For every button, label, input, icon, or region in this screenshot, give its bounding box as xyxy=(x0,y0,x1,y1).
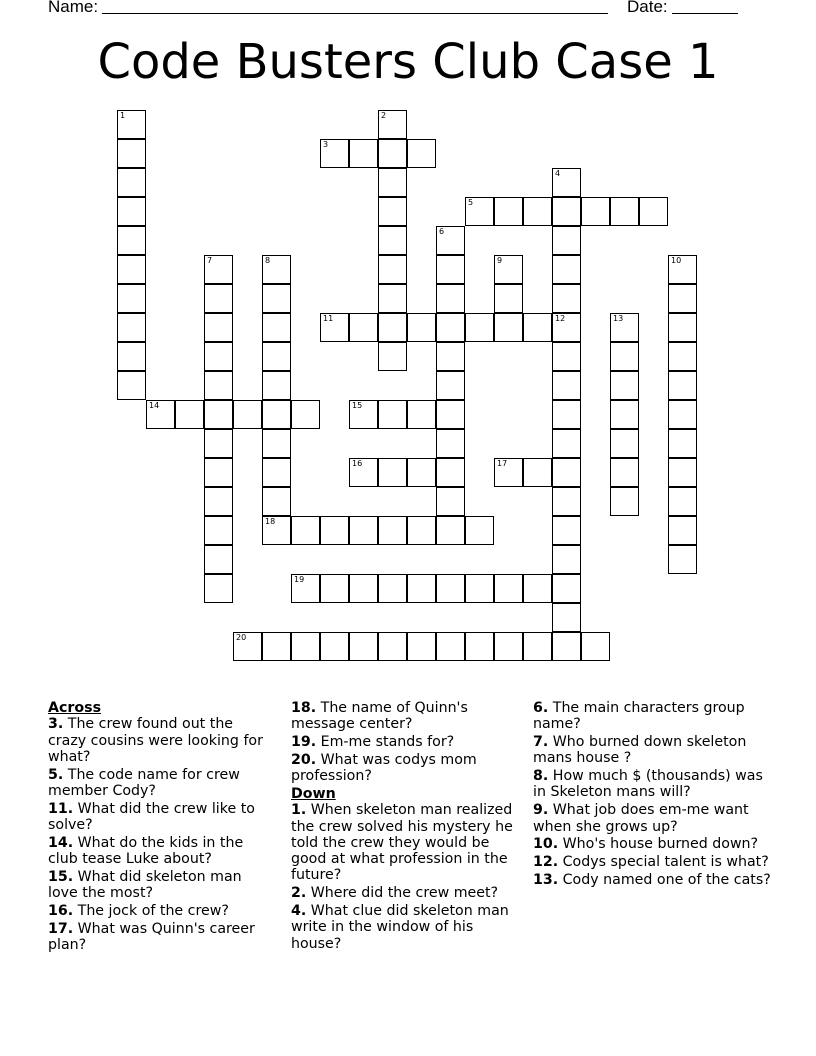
clue-number: 19 xyxy=(294,575,305,584)
clues-column-2 xyxy=(291,700,521,953)
clue-number: 16 xyxy=(352,459,363,468)
grid-cell[interactable] xyxy=(552,487,581,516)
clue-item-text: The code name for crew member Cody? xyxy=(48,766,240,799)
grid-cell[interactable] xyxy=(320,139,349,168)
clue-item-number: 9. xyxy=(533,802,549,819)
clue-item-number: 15. xyxy=(48,868,74,885)
clue-item-text: What was codys mom profession? xyxy=(291,751,477,785)
clue-item xyxy=(291,903,521,952)
clue-item-text: The name of Quinn's message center? xyxy=(291,700,468,733)
grid-cell[interactable] xyxy=(378,574,407,603)
grid-cell[interactable] xyxy=(407,458,436,487)
clue-item-number: 6. xyxy=(533,700,549,716)
clue-item-number: 2. xyxy=(291,885,307,902)
clue-item-number: 13. xyxy=(533,871,559,888)
clue-item-number: 20. xyxy=(291,751,317,768)
grid-cell[interactable] xyxy=(668,458,697,487)
grid-cell[interactable] xyxy=(552,226,581,255)
down-heading: Down xyxy=(291,785,336,802)
clue-item-text: What did skeleton man love the most? xyxy=(48,868,242,902)
clue-item-number: 3. xyxy=(48,716,64,733)
grid-cell[interactable] xyxy=(204,400,233,429)
clues-column-3 xyxy=(533,700,773,890)
clue-item xyxy=(48,869,273,902)
clue-number: 18 xyxy=(265,517,276,526)
clue-number: 5 xyxy=(468,198,474,207)
grid-cell[interactable] xyxy=(262,429,291,458)
grid-cell[interactable] xyxy=(581,197,610,226)
grid-cell[interactable] xyxy=(378,516,407,545)
grid-cell[interactable] xyxy=(668,313,697,342)
clue-item xyxy=(291,752,521,785)
clue-number: 8 xyxy=(265,256,271,265)
grid-cell[interactable] xyxy=(204,255,233,284)
clue-item-text: What job does em-me want when she grows up? xyxy=(533,802,749,835)
clue-item-text: What clue did skeleton man write in the window of his house? xyxy=(291,903,509,952)
grid-cell[interactable] xyxy=(262,400,291,429)
grid-cell[interactable] xyxy=(262,487,291,516)
grid-cell[interactable] xyxy=(494,458,523,487)
clue-number: 12 xyxy=(555,314,566,323)
grid-cell[interactable] xyxy=(291,574,320,603)
grid-cell[interactable] xyxy=(349,516,378,545)
grid-cell[interactable] xyxy=(320,574,349,603)
grid-cell[interactable] xyxy=(349,400,378,429)
grid-cell[interactable] xyxy=(436,255,465,284)
grid-cell[interactable] xyxy=(523,632,552,661)
grid-cell[interactable] xyxy=(668,400,697,429)
grid-cell[interactable] xyxy=(407,574,436,603)
clue-item-text: What do the kids in the club tease Luke about? xyxy=(48,834,244,868)
grid-cell[interactable] xyxy=(436,516,465,545)
clue-item xyxy=(48,767,273,800)
clue-item-text: When skeleton man realized the crew solved his mystery he told the crew they would be good at what profession in the future? xyxy=(291,802,513,884)
clue-item-text: What was Quinn's career plan? xyxy=(48,920,255,954)
grid-cell[interactable] xyxy=(494,284,523,313)
grid-cell[interactable] xyxy=(494,632,523,661)
clues-column-1 xyxy=(48,700,273,955)
clue-item-number: 14. xyxy=(48,834,74,851)
grid-cell[interactable] xyxy=(378,342,407,371)
grid-cell[interactable] xyxy=(291,632,320,661)
clue-item-text: Cody named one of the cats? xyxy=(558,871,771,888)
grid-cell[interactable] xyxy=(436,574,465,603)
clue-item-text: What did the crew like to solve? xyxy=(48,800,255,834)
clue-number: 15 xyxy=(352,401,363,410)
clue-item xyxy=(48,835,273,868)
grid-cell[interactable] xyxy=(610,487,639,516)
clue-item-number: 16. xyxy=(48,903,74,920)
grid-cell[interactable] xyxy=(668,516,697,545)
grid-cell[interactable] xyxy=(117,313,146,342)
clue-item-text: Where did the crew meet? xyxy=(306,885,499,902)
grid-cell[interactable] xyxy=(378,400,407,429)
grid-cell[interactable] xyxy=(581,632,610,661)
grid-cell[interactable] xyxy=(117,371,146,400)
grid-cell[interactable] xyxy=(552,284,581,313)
grid-cell[interactable] xyxy=(465,574,494,603)
grid-cell[interactable] xyxy=(262,342,291,371)
grid-cell[interactable] xyxy=(262,313,291,342)
grid-cell[interactable] xyxy=(552,255,581,284)
grid-cell[interactable] xyxy=(146,400,175,429)
grid-cell[interactable] xyxy=(552,458,581,487)
grid-cell[interactable] xyxy=(378,168,407,197)
clue-item xyxy=(291,734,521,750)
grid-cell[interactable] xyxy=(436,632,465,661)
clue-number: 3 xyxy=(323,140,329,149)
clue-item-number: 10. xyxy=(533,836,559,853)
grid-cell[interactable] xyxy=(378,110,407,139)
grid-cell[interactable] xyxy=(668,255,697,284)
clue-item-number: 8. xyxy=(533,768,549,785)
grid-cell[interactable] xyxy=(668,429,697,458)
grid-cell[interactable] xyxy=(378,458,407,487)
clue-number: 7 xyxy=(207,256,213,265)
clue-item-number: 12. xyxy=(533,854,559,871)
clue-item-number: 19. xyxy=(291,734,317,751)
clue-item-number: 11. xyxy=(48,800,74,817)
clue-item-number: 4. xyxy=(291,903,307,920)
grid-cell[interactable] xyxy=(436,458,465,487)
grid-cell[interactable] xyxy=(262,458,291,487)
grid-cell[interactable] xyxy=(320,632,349,661)
grid-cell[interactable] xyxy=(204,342,233,371)
grid-cell[interactable] xyxy=(117,226,146,255)
grid-cell[interactable] xyxy=(436,429,465,458)
grid-cell[interactable] xyxy=(465,632,494,661)
grid-cell[interactable] xyxy=(436,226,465,255)
grid-cell[interactable] xyxy=(407,400,436,429)
grid-cell[interactable] xyxy=(436,284,465,313)
clue-number: 20 xyxy=(236,633,247,642)
grid-cell[interactable] xyxy=(436,487,465,516)
clue-item-number: 7. xyxy=(533,734,549,751)
grid-cell[interactable] xyxy=(204,458,233,487)
grid-cell[interactable] xyxy=(610,371,639,400)
grid-cell[interactable] xyxy=(204,487,233,516)
down-clue-list-continued xyxy=(533,700,773,888)
grid-cell[interactable] xyxy=(494,574,523,603)
clue-item-number: 5. xyxy=(48,766,64,783)
clue-item xyxy=(533,836,773,852)
grid-cell[interactable] xyxy=(436,342,465,371)
grid-cell[interactable] xyxy=(204,371,233,400)
grid-cell[interactable] xyxy=(610,458,639,487)
grid-cell[interactable] xyxy=(378,139,407,168)
clue-number: 14 xyxy=(149,401,160,410)
clue-number: 9 xyxy=(497,256,503,265)
grid-cell[interactable] xyxy=(610,400,639,429)
clue-item-text: Em-me stands for? xyxy=(316,734,455,751)
grid-cell[interactable] xyxy=(349,632,378,661)
grid-cell[interactable] xyxy=(378,226,407,255)
grid-cell[interactable] xyxy=(233,400,262,429)
grid-cell[interactable] xyxy=(117,255,146,284)
clue-number: 2 xyxy=(381,111,387,120)
grid-cell[interactable] xyxy=(378,284,407,313)
clue-number: 17 xyxy=(497,459,508,468)
grid-cell[interactable] xyxy=(378,197,407,226)
grid-cell[interactable] xyxy=(465,516,494,545)
grid-cell[interactable] xyxy=(204,429,233,458)
grid-cell[interactable] xyxy=(204,313,233,342)
grid-cell[interactable] xyxy=(523,574,552,603)
grid-cell[interactable] xyxy=(349,139,378,168)
grid-cell[interactable] xyxy=(552,545,581,574)
date-label: Date: xyxy=(627,0,668,16)
grid-cell[interactable] xyxy=(668,342,697,371)
clue-item-number: 1. xyxy=(291,802,307,819)
clue-item xyxy=(48,801,273,834)
grid-cell[interactable] xyxy=(233,632,262,661)
across-heading: Across xyxy=(48,700,102,716)
grid-cell[interactable] xyxy=(262,284,291,313)
grid-cell[interactable] xyxy=(204,574,233,603)
grid-cell[interactable] xyxy=(552,400,581,429)
grid-cell[interactable] xyxy=(262,255,291,284)
clue-number: 4 xyxy=(555,169,561,178)
grid-cell[interactable] xyxy=(175,400,204,429)
grid-cell[interactable] xyxy=(117,197,146,226)
page-title: Code Busters Club Case 1 xyxy=(97,34,719,90)
grid-cell[interactable] xyxy=(494,197,523,226)
grid-cell[interactable] xyxy=(407,632,436,661)
clue-item-text: Who's house burned down? xyxy=(558,836,759,853)
grid-cell[interactable] xyxy=(378,255,407,284)
grid-cell[interactable] xyxy=(378,632,407,661)
clue-item xyxy=(48,903,273,919)
grid-cell[interactable] xyxy=(436,400,465,429)
grid-cell[interactable] xyxy=(117,342,146,371)
grid-cell[interactable] xyxy=(552,371,581,400)
grid-cell[interactable] xyxy=(407,313,436,342)
clue-number: 6 xyxy=(439,227,445,236)
clue-item xyxy=(48,716,273,765)
clue-item-text: Who burned down skeleton mans house ? xyxy=(533,734,747,767)
grid-cell[interactable] xyxy=(523,458,552,487)
clue-item xyxy=(533,700,773,733)
grid-cell[interactable] xyxy=(668,545,697,574)
clue-item xyxy=(533,872,773,888)
grid-cell[interactable] xyxy=(610,313,639,342)
grid-cell[interactable] xyxy=(291,400,320,429)
grid-cell[interactable] xyxy=(117,284,146,313)
grid-cell[interactable] xyxy=(523,313,552,342)
grid-cell[interactable] xyxy=(204,284,233,313)
clue-item-number: 17. xyxy=(48,920,74,937)
grid-cell[interactable] xyxy=(552,429,581,458)
grid-cell[interactable] xyxy=(204,545,233,574)
clue-number: 13 xyxy=(613,314,624,323)
grid-cell[interactable] xyxy=(349,574,378,603)
across-clue-list-continued xyxy=(291,700,521,784)
grid-cell[interactable] xyxy=(610,197,639,226)
clue-item xyxy=(533,734,773,767)
clue-item-text: The main characters group name? xyxy=(533,700,745,733)
clue-item-text: The jock of the crew? xyxy=(73,903,229,920)
grid-cell[interactable] xyxy=(320,313,349,342)
grid-cell[interactable] xyxy=(407,139,436,168)
clue-item-text: How much $ (thousands) was in Skeleton mans will? xyxy=(533,768,763,801)
grid-cell[interactable] xyxy=(436,371,465,400)
grid-cell[interactable] xyxy=(465,313,494,342)
grid-cell[interactable] xyxy=(668,284,697,313)
grid-cell[interactable] xyxy=(407,516,436,545)
clue-item xyxy=(533,768,773,801)
name-label: Name: xyxy=(48,0,99,16)
grid-cell[interactable] xyxy=(552,168,581,197)
grid-cell[interactable] xyxy=(117,110,146,139)
grid-cell[interactable] xyxy=(552,516,581,545)
clue-item xyxy=(533,802,773,835)
grid-cell[interactable] xyxy=(494,313,523,342)
grid-cell[interactable] xyxy=(552,574,581,603)
grid-cell[interactable] xyxy=(378,313,407,342)
down-clue-list xyxy=(291,802,521,952)
grid-cell[interactable] xyxy=(523,197,552,226)
grid-cell[interactable] xyxy=(552,342,581,371)
clue-item xyxy=(291,802,521,883)
clue-item xyxy=(533,854,773,870)
clue-item xyxy=(291,885,521,901)
grid-cell[interactable] xyxy=(552,603,581,632)
grid-cell[interactable] xyxy=(320,516,349,545)
clue-item xyxy=(291,700,521,733)
grid-cell[interactable] xyxy=(465,197,494,226)
clue-item-text: Codys special talent is what? xyxy=(558,854,769,871)
clue-item-text: The crew found out the crazy cousins were looking for what? xyxy=(48,716,263,765)
grid-cell[interactable] xyxy=(262,516,291,545)
grid-cell[interactable] xyxy=(291,516,320,545)
across-clue-list xyxy=(48,716,273,953)
grid-cell[interactable] xyxy=(117,139,146,168)
grid-cell[interactable] xyxy=(668,371,697,400)
grid-cell[interactable] xyxy=(610,429,639,458)
grid-cell[interactable] xyxy=(552,632,581,661)
grid-cell[interactable] xyxy=(262,371,291,400)
clue-number: 10 xyxy=(671,256,682,265)
grid-cell[interactable] xyxy=(349,458,378,487)
clue-item-number: 18. xyxy=(291,700,317,716)
clue-item xyxy=(48,921,273,954)
grid-cell[interactable] xyxy=(349,313,378,342)
clue-number: 1 xyxy=(120,111,126,120)
grid-cell[interactable] xyxy=(610,342,639,371)
grid-cell[interactable] xyxy=(436,313,465,342)
grid-cell[interactable] xyxy=(668,487,697,516)
clue-number: 11 xyxy=(323,314,334,323)
grid-cell[interactable] xyxy=(494,255,523,284)
grid-cell[interactable] xyxy=(262,632,291,661)
grid-cell[interactable] xyxy=(552,197,581,226)
grid-cell[interactable] xyxy=(204,516,233,545)
grid-cell[interactable] xyxy=(639,197,668,226)
grid-cell[interactable] xyxy=(552,313,581,342)
grid-cell[interactable] xyxy=(117,168,146,197)
